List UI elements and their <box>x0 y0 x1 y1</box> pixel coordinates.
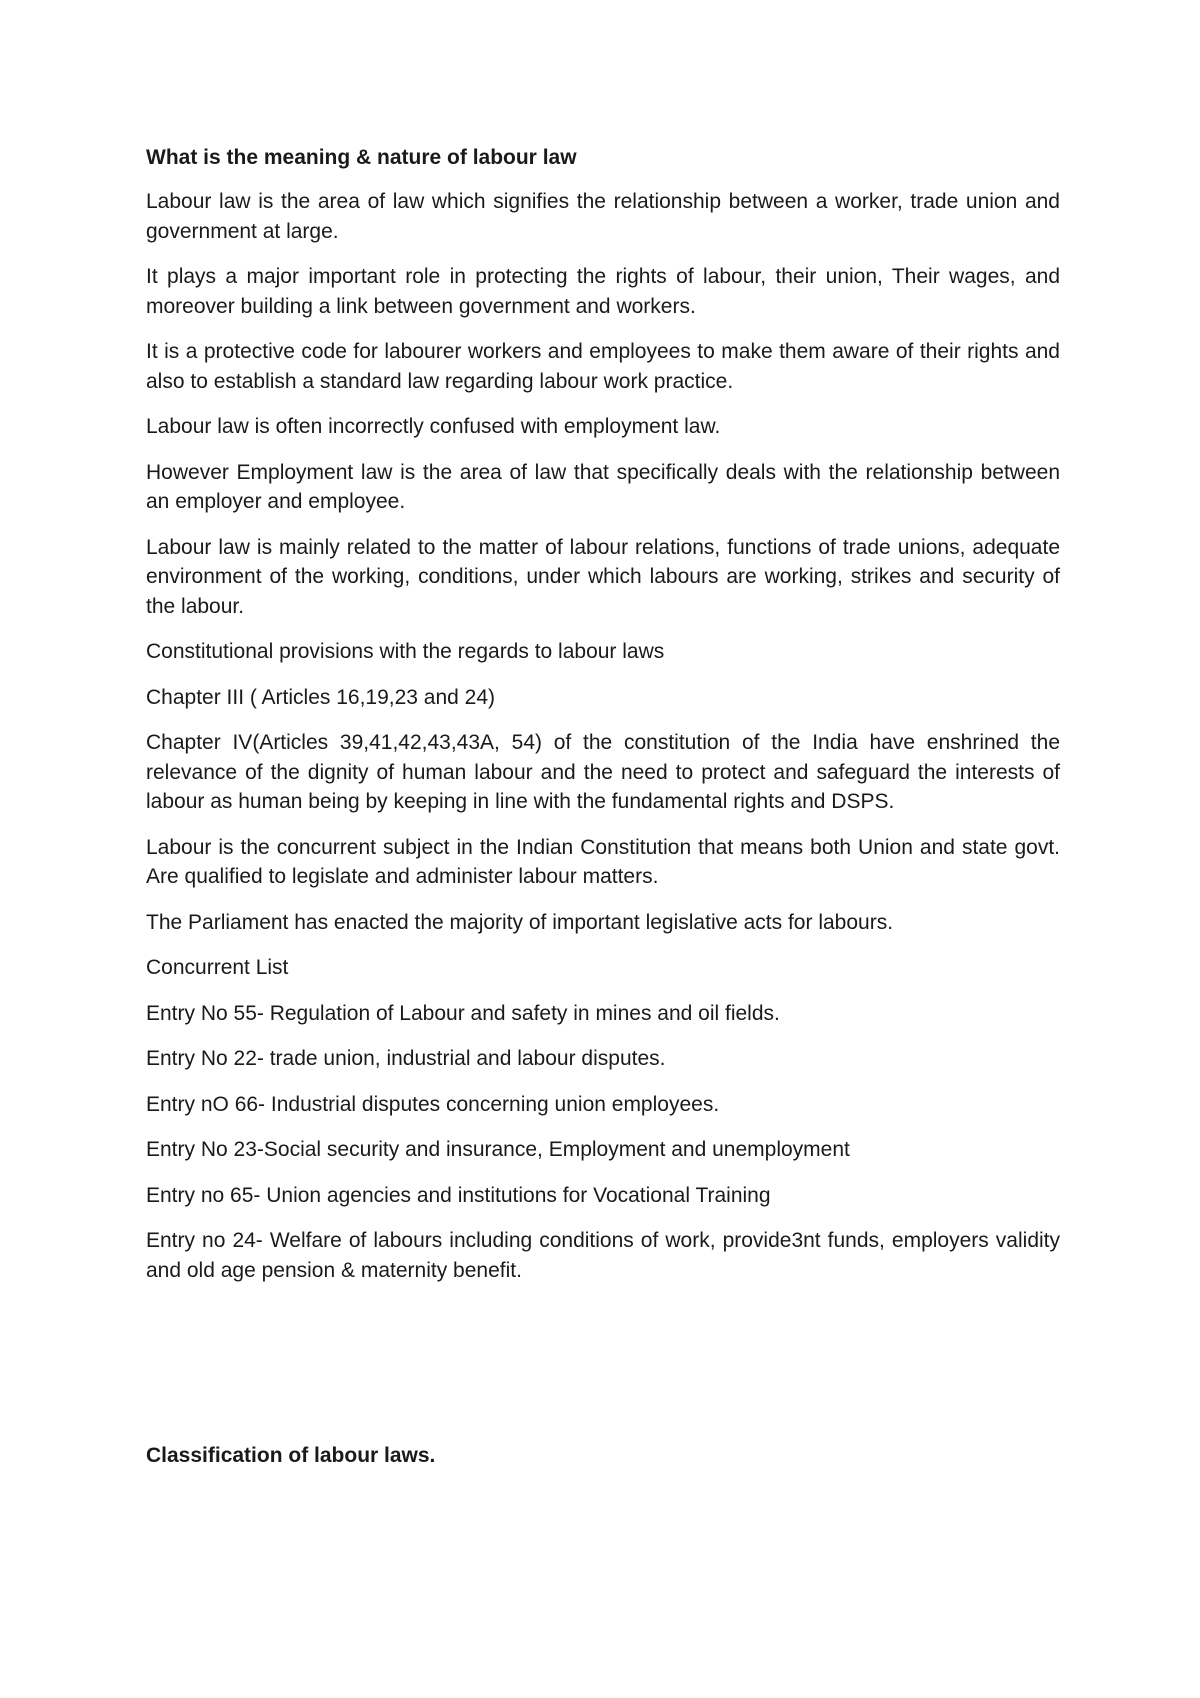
paragraph-concurrent-subject: Labour is the concurrent subject in the Indian Constitution that means both Union and state govt. Are qualified to legislate and administer labour matters. <box>146 835 1060 888</box>
paragraph-employment-law: However Employment law is the area of law that specifically deals with the relationship between an employer and employee. <box>146 460 1060 513</box>
section-heading-meaning: What is the meaning & nature of labour law <box>146 146 577 169</box>
paragraph-protective-code: It is a protective code for labourer workers and employees to make them aware of their rights and also to establish a standard law regarding labour work practice. <box>146 340 1060 393</box>
paragraph-constitutional-provisions: Constitutional provisions with the regards to labour laws <box>146 640 665 663</box>
list-item-entry-23: Entry No 23-Social security and insurance, Employment and unemployment <box>146 1138 850 1161</box>
list-item-entry-65: Entry no 65- Union agencies and institutions for Vocational Training <box>146 1183 771 1207</box>
document-page <box>146 143 1060 1485</box>
paragraph-concurrent-list: Concurrent List <box>146 956 289 979</box>
paragraph-confusion: Labour law is often incorrectly confused with employment law. <box>146 415 721 438</box>
list-item-entry-24: Entry no 24- Welfare of labours including conditions of work, provide3nt funds, employers validity and old age pension & maternity benefit. <box>146 1229 1060 1282</box>
paragraph-definition: Labour law is the area of law which signifies the relationship between a worker, trade union and government at large. <box>146 190 1060 243</box>
paragraph-chapter-iv: Chapter IV(Articles 39,41,42,43,43A, 54) of the constitution of the India have enshrined the relevance of the dignity of human labour and the need to protect and safeguard the interests of labour as human being by keeping in line with the fundamental rights and DSPS. <box>146 731 1060 813</box>
paragraph-labour-relations: Labour law is mainly related to the matter of labour relations, functions of trade unions, adequate environment of the working, conditions, under which labours are working, strikes and security of the labour. <box>146 535 1060 618</box>
list-item-entry-22: Entry No 22- trade union, industrial and labour disputes. <box>146 1047 666 1070</box>
list-item-entry-66: Entry nO 66- Industrial disputes concerning union employees. <box>146 1092 720 1116</box>
section-heading-classification: Classification of labour laws. <box>146 1444 436 1467</box>
list-item-entry-55: Entry No 55- Regulation of Labour and safety in mines and oil fields. <box>146 1001 780 1025</box>
paragraph-parliament: The Parliament has enacted the majority of important legislative acts for labours. <box>146 910 894 934</box>
paragraph-role: It plays a major important role in protecting the rights of labour, their union, Their wages, and moreover building a link between government and workers. <box>146 265 1060 318</box>
spacer <box>146 1301 1060 1441</box>
paragraph-chapter-iii: Chapter III ( Articles 16,19,23 and 24) <box>146 685 496 709</box>
